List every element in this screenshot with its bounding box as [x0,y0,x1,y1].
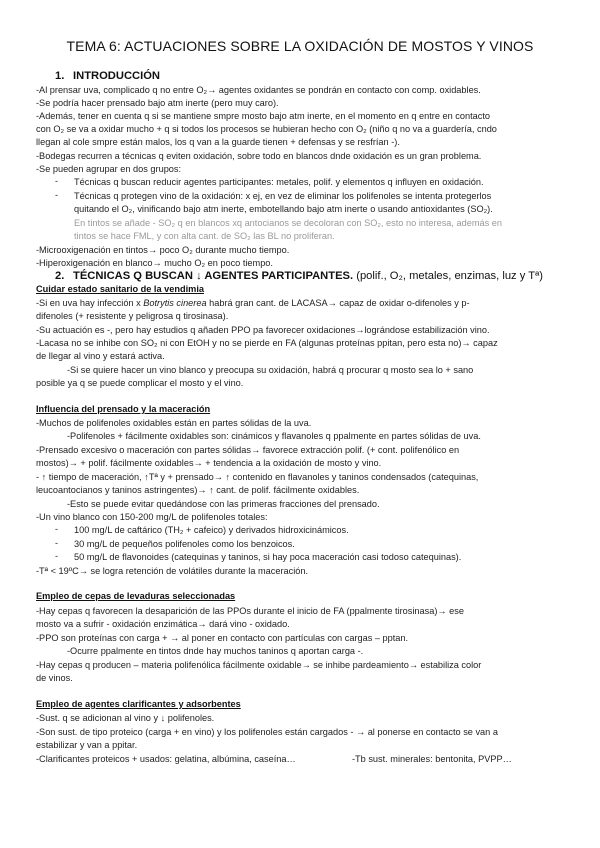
bullet-dash: - [55,538,59,548]
species-name: Botrytis cinerea [143,298,207,308]
bullet-dash: - [55,176,59,186]
text-line: leucoantocianos y taninos astringentes)→ ↑ cant. de polif. fácilmente oxidables. [36,485,360,495]
text-line: llegan al cole smpre están malos, los q van a la guarde tienen + defensas y se resfrían -). [36,137,400,147]
text-line: -Hay cepas q producen – materia polifenólica fácilmente oxidable→ se inhibe pardeamiento→ estabiliza color [36,660,482,670]
text-line: -Microoxigenación en tintos→ poco O₂ durante mucho tiempo. [36,245,290,255]
text-line: -Lacasa no se inhibe con SO₂ ni con EtOH y no se pierde en FA (algunas proteínas ppitan, pero esta no)→ capaz [36,338,498,348]
text-line-indented: -Esto se puede evitar quedándose con las primeras fracciones del prensado. [67,499,380,509]
subheading-levaduras: Empleo de cepas de levaduras seleccionadas [36,591,236,601]
text-line: -Se pueden agrupar en dos grupos: [36,164,182,174]
grey-note-line: tintos se hace FML, y con alta cant. de SO₂ las BL no proliferan. [74,231,335,241]
list-item: 30 mg/L de pequeños polifenoles como los benzoicos. [74,539,295,549]
bullet-dash: - [55,551,59,561]
text-line: -Su actuación es -, pero hay estudios q añaden PPO pa favorecer oxidaciones→lográndose estabilización vino. [36,325,490,335]
list-item: 100 mg/L de caftárico (TH₂ + cafeico) y derivados hidroxicinámicos. [74,525,349,535]
text-fragment: -Si en uva hay infección x [36,298,144,308]
text-line: -Sust. q se adicionan al vino y ↓ polifenoles. [36,713,215,723]
bullet-dash: - [55,190,59,200]
text-line: -Muchos de polifenoles oxidables están en partes sólidas de la uva. [36,418,312,428]
text-fragment: habrá gran cant. de LACASA→ capaz de oxidar o-difenoles y p- [206,298,470,308]
text-line: -PPO son proteínas con carga + → al poner en contacto con partículas con cargas – pptan. [36,633,409,643]
text-line: difenoles (+ resistente y peligrosa q tirosinasa). [36,311,229,321]
section-heading-introduccion [55,70,160,82]
text-line: - ↑ tiempo de maceración, ↑Tª y + prensado→ ↑ contenido en flavanoles y taninos condensados (catequinas, [36,472,479,482]
bullet-dash: - [55,524,59,534]
grey-note-line: En tintos se añade - SO₂ q en blancos xq antocianos se decoloran con SO₂, esto no interesa, además en [74,218,502,228]
text-line: -Hiperoxigenación en blanco→ mucho O₂ en poco tiempo. [36,258,273,268]
text-line: -Son sust. de tipo proteico (carga + en vino) y los polifenoles están cargados - → al ponerse en contacto se van a [36,727,498,737]
subheading-estado-sanitario: Cuidar estado sanitario de la vendimia [36,284,204,294]
section-title: INTRODUCCIÓN [73,70,161,82]
text-line: de vinos. [36,673,73,683]
text-line: -Un vino blanco con 150-200 mg/L de polifenoles totales: [36,512,268,522]
text-line: -Hay cepas q favorecen la desaparición de las PPOs durante el inicio de FA (ppalmente tirosinasa)→ ese [36,606,464,616]
text-line: -Bodegas recurren a técnicas q eviten oxidación, sobre todo en blancos dnde oxidación es un gran problema. [36,151,482,161]
bullet-text: Técnicas q buscan reducir agentes participantes: metales, polif. y elementos q influyen en oxidación. [74,177,484,187]
text-line: con O₂ se va a oxidar mucho + q si todos los procesos se hubieran hecho con O₂ (niño q no va a guardería, cndo [36,124,497,134]
section-number: 1. [55,70,65,82]
text-line-right: -Tb sust. minerales: bentonita, PVPP… [352,754,512,764]
text-line: -Se podría hacer prensado bajo atm inerte (pero muy caro). [36,98,279,108]
text-line-indented: -Ocurre ppalmente en tintos dnde hay muchos taninos q aportan carga -. [67,646,364,656]
text-line: -Además, tener en cuenta q si se mantiene smpre mosto bajo atm inerte, en el momento en q entre en contacto [36,111,491,121]
text-line [36,297,470,309]
section-heading-tecnicas [55,270,543,282]
bullet-text: Técnicas q protegen vino de la oxidación: x ej, en vez de eliminar los polifenoles se intenta protegerlos [74,191,492,201]
page-title: TEMA 6: ACTUACIONES SOBRE LA OXIDACIÓN DE MOSTOS Y VINOS [66,38,534,54]
text-line-indented: -Polifenoles + fácilmente oxidables son: cinámicos y flavanoles q ppalmente en partes sólidas de uva. [67,431,481,441]
text-line: mostos)→ + polif. fácilmente oxidables→ + tendencia a la oxidación de mosto y vino. [36,458,382,468]
text-line: estabilizar y van a ppitar. [36,740,138,750]
text-line: -Al prensar uva, complicado q no entre O₂→ agentes oxidantes se pondrán en contacto con comp. oxidables. [36,85,481,95]
text-line: de llegar al vino y estará activa. [36,351,165,361]
bullet-text: quitando el O₂, vinificando bajo atm inerte, embotellando bajo atm inerte o usando antioxidantes (SO₂). [74,204,493,214]
subheading-clarificantes: Empleo de agentes clarificantes y adsorbentes [36,699,241,709]
text-line: -Clarificantes proteicos + usados: gelatina, albúmina, caseína… [36,754,296,764]
text-line: -Prensado excesivo o maceración con partes sólidas→ favorece extracción polif. (+ cont. polifenólico en [36,445,460,455]
text-line: posible ya q se puede complicar el mosto y el vino. [36,378,244,388]
section-title-extra: (polif., O₂, metales, enzimas, luz y Tª) [356,270,543,282]
text-line: -Tª < 19ºC→ se logra retención de volátiles durante la maceración. [36,566,309,576]
text-line: mosto va a sufrir - oxidación enzimática→ dará vino - oxidado. [36,619,290,629]
list-item: 50 mg/L de flavonoides (catequinas y taninos, si hay poca maceración casi todoso catequinas). [74,552,462,562]
section-title: TÉCNICAS Q BUSCAN ↓ AGENTES PARTICIPANTES. [73,270,354,282]
section-number: 2. [55,270,65,282]
text-line-indented: -Si se quiere hacer un vino blanco y preocupa su oxidación, habrá q procurar q mosto sea lo + sano [67,365,474,375]
subheading-prensado: Influencia del prensado y la maceración [36,404,211,414]
